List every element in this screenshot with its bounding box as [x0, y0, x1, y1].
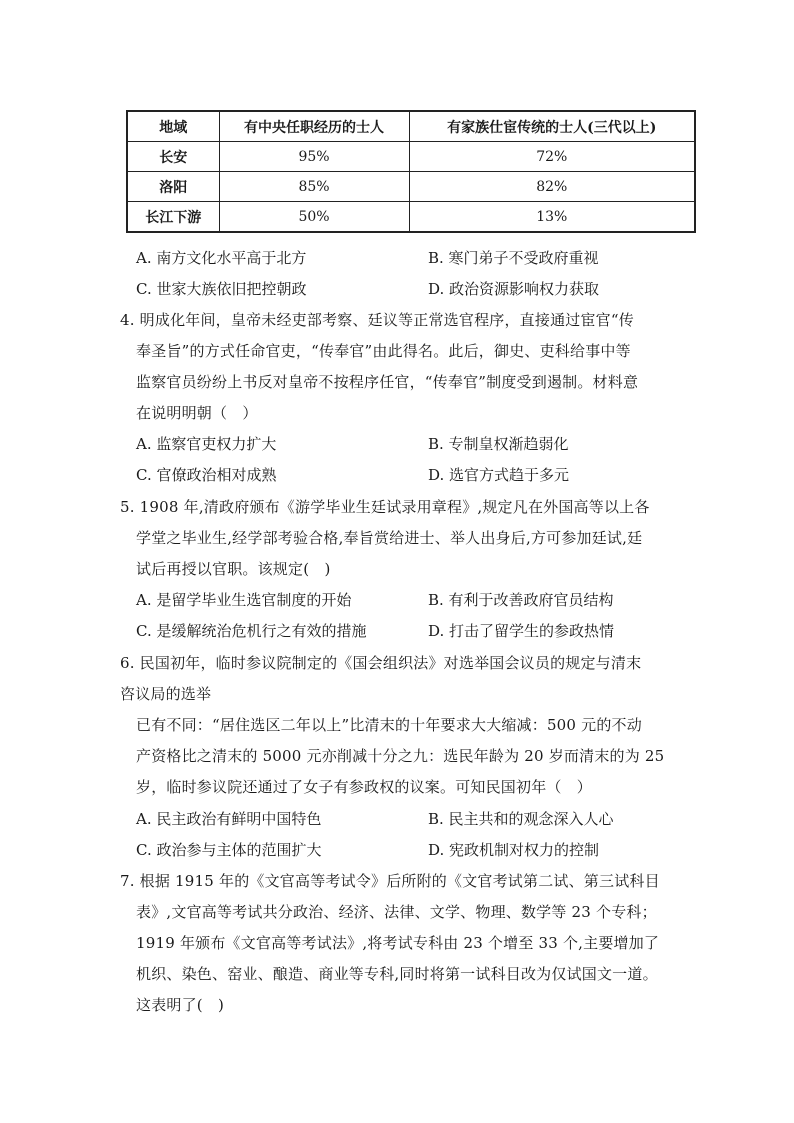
q6-option-b[interactable]: B. 民主共和的观念深入人心: [428, 810, 614, 828]
table-cell: 82%: [409, 172, 695, 202]
table-row: [127, 172, 695, 202]
table-cell: 13%: [409, 202, 695, 233]
table-row: [127, 142, 695, 172]
q6-stem-line: 6. 民国初年，临时参议院制定的《国会组织法》对选举国会议员的规定与清末: [120, 654, 642, 672]
q5-option-d[interactable]: D. 打击了留学生的参政热情: [428, 622, 615, 640]
table-header-row: [127, 111, 695, 142]
q7-stem-line: 1919 年颁布《文官高等考试法》,将考试专科由 23 个增至 33 个,主要增加了: [136, 934, 660, 952]
table-cell: 85%: [219, 172, 409, 202]
data-table: [126, 110, 696, 233]
q5-stem-line: 5. 1908 年,清政府颁布《游学毕业生廷试录用章程》,规定凡在外国高等以上各: [120, 498, 650, 516]
q4-option-b[interactable]: B. 专制皇权渐趋弱化: [428, 435, 569, 453]
q4-stem-line: 在说明明朝（ ）: [136, 404, 258, 422]
q7-stem-line: 这表明了( ): [136, 996, 225, 1014]
q6-option-a[interactable]: A. 民主政治有鲜明中国特色: [136, 810, 322, 828]
q4-stem-line: 奉圣旨”的方式任命官吏，“传奉官”由此得名。此后，御史、吏科给事中等: [136, 342, 631, 360]
q4-stem-line: 监察官员纷纷上书反对皇帝不按程序任官，“传奉官”制度受到遏制。材料意: [136, 373, 639, 391]
q3-option-c[interactable]: C. 世家大族依旧把控朝政: [136, 280, 307, 298]
q3-option-b[interactable]: B. 寒门弟子不受政府重视: [428, 249, 599, 267]
q5-option-b[interactable]: B. 有利于改善政府官员结构: [428, 591, 614, 609]
table-cell: 长安: [127, 142, 219, 172]
q6-option-c[interactable]: C. 政治参与主体的范围扩大: [136, 841, 322, 859]
q6-option-d[interactable]: D. 宪政机制对权力的控制: [428, 841, 600, 859]
table-cell: 长江下游: [127, 202, 219, 233]
q4-option-a[interactable]: A. 监察官吏权力扩大: [136, 435, 277, 453]
q7-stem-line: 表》,文官高等考试共分政治、经济、法律、文学、物理、数学等 23 个专科；: [136, 903, 657, 921]
q5-stem-line: 试后再授以官职。该规定( ): [136, 560, 331, 578]
q6-stem-line: 岁，临时参议院还通过了女子有参政权的议案。可知民国初年（ ）: [136, 778, 593, 796]
q6-stem-line: 咨议局的选举: [120, 685, 212, 703]
table-header-cell: 有中央任职经历的士人: [219, 111, 409, 142]
q4-option-d[interactable]: D. 选官方式趋于多元: [428, 466, 570, 484]
q5-option-c[interactable]: C. 是缓解统治危机行之有效的措施: [136, 622, 367, 640]
table-cell: 72%: [409, 142, 695, 172]
q6-stem-line: 产资格比之清末的 5000 元亦削减十分之九：选民年龄为 20 岁而清末的为 25: [136, 747, 665, 765]
table-cell: 95%: [219, 142, 409, 172]
q3-option-d[interactable]: D. 政治资源影响权力获取: [428, 280, 600, 298]
q5-stem-line: 学堂之毕业生,经学部考验合格,奉旨赏给进士、举人出身后,方可参加廷试,廷: [136, 529, 643, 547]
q4-stem-line: 4. 明成化年间，皇帝未经吏部考察、廷议等正常选官程序，直接通过宦官“传: [120, 311, 634, 329]
q7-stem-line: 7. 根据 1915 年的《文官高等考试令》后所附的《文官考试第二试、第三试科目: [120, 872, 660, 890]
table-header-cell: 地域: [127, 111, 219, 142]
q3-option-a[interactable]: A. 南方文化水平高于北方: [136, 249, 307, 267]
q4-option-c[interactable]: C. 官僚政治相对成熟: [136, 466, 277, 484]
table-header-cell: 有家族仕宦传统的士人(三代以上): [409, 111, 695, 142]
q7-stem-line: 机织、染色、窑业、酿造、商业等专科,同时将第一试科目改为仅试国文一道。: [136, 965, 658, 983]
q6-stem-line: 已有不同：“居住选区二年以上”比清末的十年要求大大缩减：500 元的不动: [136, 716, 642, 734]
q5-option-a[interactable]: A. 是留学毕业生选官制度的开始: [136, 591, 352, 609]
table-row: [127, 202, 695, 233]
table-cell: 50%: [219, 202, 409, 233]
table-cell: 洛阳: [127, 172, 219, 202]
